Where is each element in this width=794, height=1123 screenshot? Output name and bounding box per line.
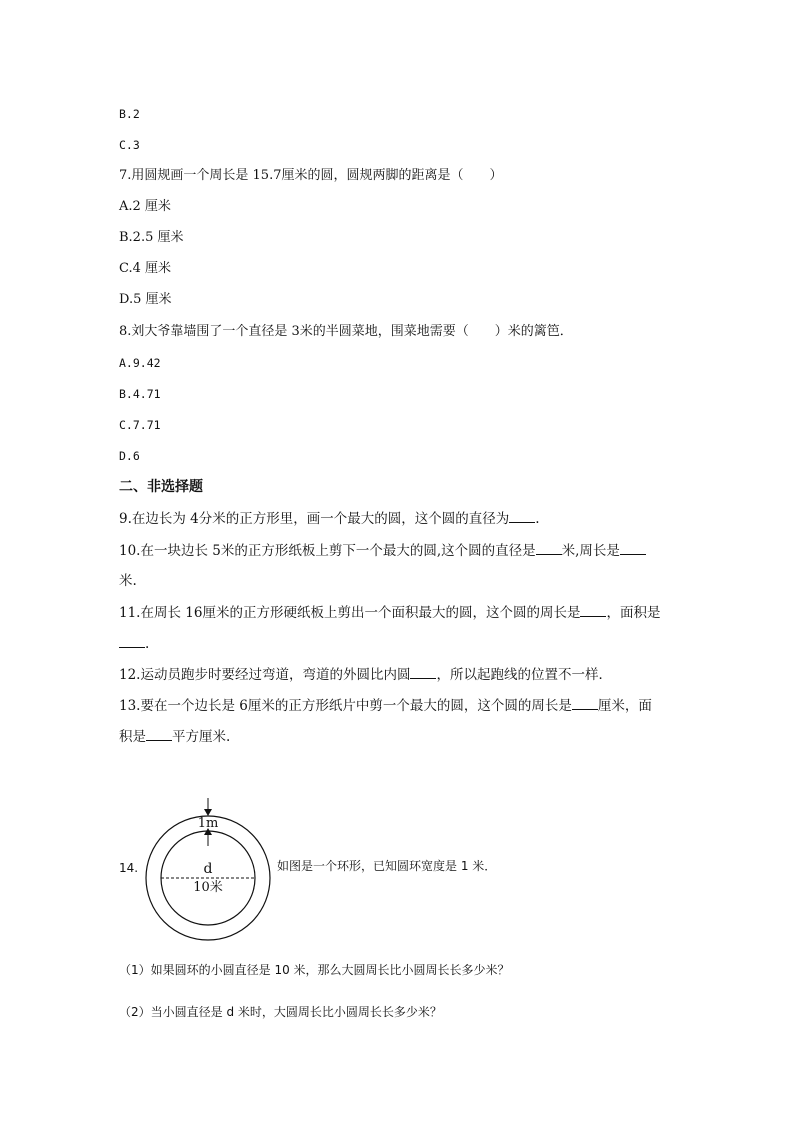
d-label: d xyxy=(203,861,213,877)
question-12 xyxy=(119,666,612,683)
question-11-line2 xyxy=(119,635,149,652)
option-8b: B.4.71 xyxy=(119,387,161,401)
question-14-desc: 如图是一个环形，已知圆环宽度是 1 米． xyxy=(277,859,497,873)
annulus-figure xyxy=(140,788,276,948)
section-heading: 二、非选择题 xyxy=(119,479,203,495)
answer-blank xyxy=(119,635,145,648)
option-7a: A.2 厘米 xyxy=(119,199,171,214)
question-9 xyxy=(119,510,540,527)
question-11-line1 xyxy=(119,604,660,621)
option-6c: C.3 xyxy=(119,138,140,152)
question-8-stem: 8.刘大爷靠墙围了一个直径是 3米的半圆菜地，围菜地需要（ ）米的篱笆． xyxy=(119,324,573,339)
q11-end: . xyxy=(145,636,150,652)
answer-blank xyxy=(410,666,436,679)
width-label: 1m xyxy=(197,816,219,831)
diameter-label: 10米 xyxy=(193,880,223,895)
answer-blank xyxy=(536,542,562,555)
question-13-line1 xyxy=(119,697,652,714)
q11-text2: ，面积是 xyxy=(606,605,661,621)
option-8d: D.6 xyxy=(119,449,140,463)
q11-text: 11.在周长 16厘米的正方形硬纸板上剪出一个面积最大的圆，这个圆的周长是 xyxy=(119,605,581,621)
q13-text: 13.要在一个边长是 6厘米的正方形纸片中剪一个最大的圆，这个圆的周长是 xyxy=(119,698,572,714)
answer-blank xyxy=(620,542,646,555)
q9-text: 9.在边长为 4分米的正方形里，画一个最大的圆，这个圆的直径为 xyxy=(119,511,510,527)
option-7d: D.5 厘米 xyxy=(119,292,172,307)
question-10-line2: 米. xyxy=(119,573,137,589)
answer-blank xyxy=(572,697,598,710)
question-14-sub1: （1）如果圆环的小圆直径是 10 米，那么大圆周长比小圆周长长多少米？ xyxy=(119,963,510,977)
answer-blank xyxy=(509,510,535,523)
question-13-line2 xyxy=(119,728,230,745)
q12-text: 12.运动员跑步时要经过弯道，弯道的外圆比内圆 xyxy=(119,667,411,683)
question-7-stem: 7.用圆规画一个周长是 15.7厘米的圆，圆规两脚的距离是（ ） xyxy=(119,168,503,183)
q13-text2: 厘米，面 xyxy=(597,698,652,714)
q13-text4: 平方厘米. xyxy=(172,729,231,745)
answer-blank xyxy=(146,728,172,741)
option-6b: B.2 xyxy=(119,107,140,121)
question-10-line1 xyxy=(119,542,646,559)
q10-text: 10.在一块边长 5米的正方形纸板上剪下一个最大的圆,这个圆的直径是 xyxy=(119,543,536,559)
option-7b: B.2.5 厘米 xyxy=(119,230,184,245)
q10-text2: 米,周长是 xyxy=(561,543,620,559)
question-14-number: 14. xyxy=(119,861,139,875)
answer-blank xyxy=(580,604,606,617)
arrow-down-head xyxy=(204,809,212,816)
q13-text3: 积是 xyxy=(119,729,146,745)
question-14-sub2: （2）当小圆直径是 d 米时，大圆周长比小圆周长长多少米？ xyxy=(119,1005,442,1019)
option-8c: C.7.71 xyxy=(119,418,161,432)
option-7c: C.4 厘米 xyxy=(119,261,172,276)
option-8a: A.9.42 xyxy=(119,356,161,370)
q12-text2: ，所以起跑线的位置不一样． xyxy=(436,667,612,683)
q9-end: . xyxy=(535,511,540,527)
